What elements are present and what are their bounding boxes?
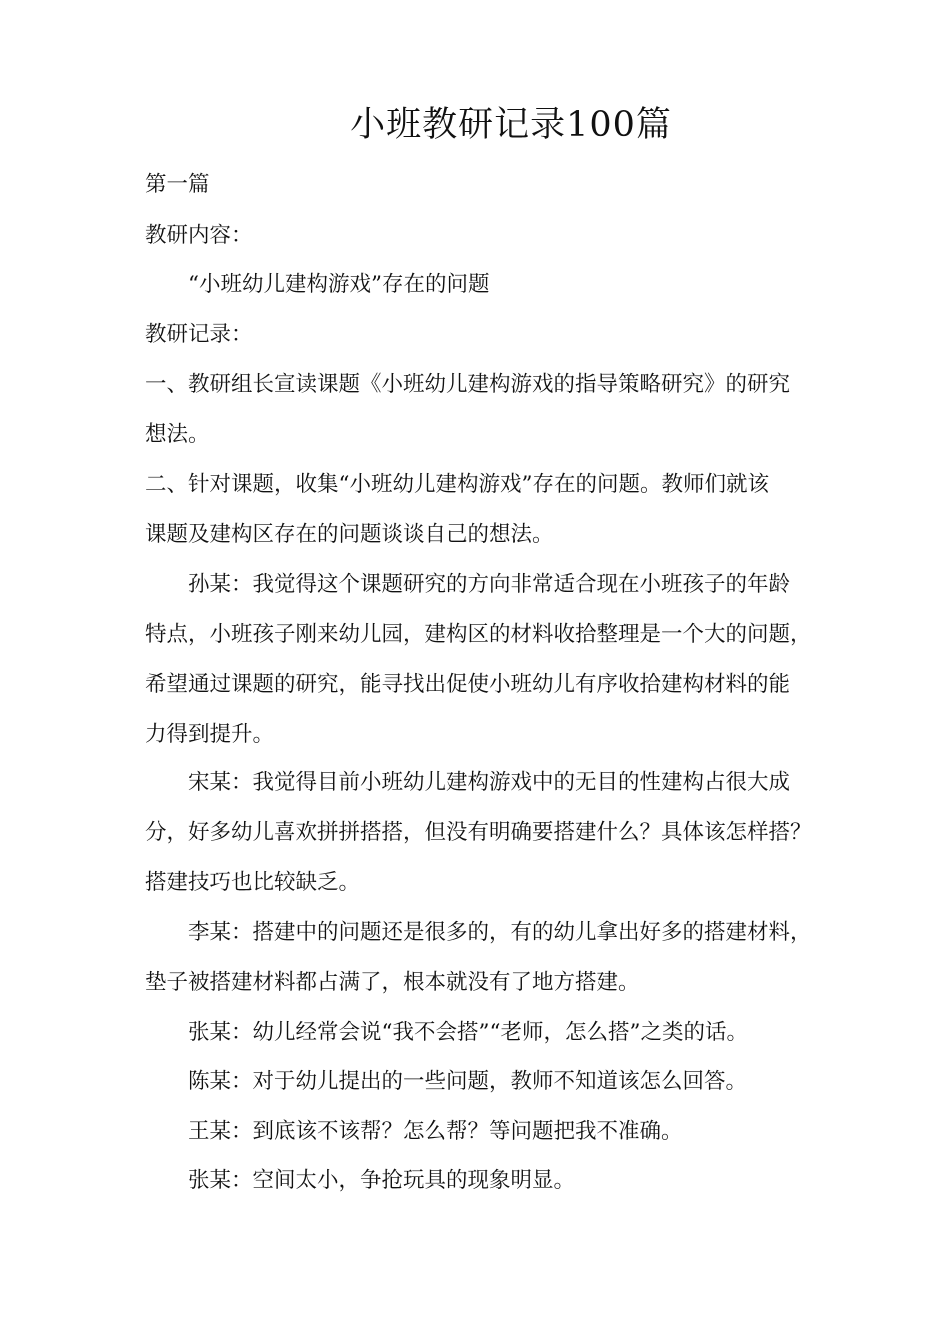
- paragraph-line: 希望通过课题的研究，能寻找出促使小班幼儿有序收拾建构材料的能: [145, 672, 791, 697]
- research-content-label: 教研内容：: [145, 223, 253, 248]
- paragraph-line: 特点，小班孩子刚来幼儿园，建构区的材料收拾整理是一个大的问题，: [145, 622, 812, 647]
- paragraph-line: 孙某：我觉得这个课题研究的方向非常适合现在小班孩子的年龄: [188, 572, 791, 597]
- paragraph-line: 想法。: [145, 422, 210, 447]
- research-record-label: 教研记录：: [145, 322, 253, 347]
- research-topic: “小班幼儿建构游戏”存在的问题: [188, 272, 490, 297]
- paragraph-line: 课题及建构区存在的问题谈谈自己的想法。: [145, 522, 554, 547]
- paragraph-line: 陈某：对于幼儿提出的一些问题，教师不知道该怎么回答。: [188, 1069, 748, 1094]
- document-title: 小班教研记录100篇: [350, 105, 672, 145]
- paragraph-line: 李某：搭建中的问题还是很多的，有的幼儿拿出好多的搭建材料，: [188, 920, 812, 945]
- paragraph-line: 张某：空间太小，争抢玩具的现象明显。: [188, 1168, 576, 1193]
- paragraph-line: 力得到提升。: [145, 722, 275, 747]
- paragraph-line: 搭建技巧也比较缺乏。: [145, 870, 361, 895]
- paragraph-line: 二、针对课题，收集“小班幼儿建构游戏”存在的问题。教师们就该: [145, 472, 769, 497]
- paragraph-line: 一、教研组长宣读课题《小班幼儿建构游戏的指导策略研究》的研究: [145, 372, 791, 397]
- paragraph-line: 王某：到底该不该帮？怎么帮？等问题把我不准确。: [188, 1119, 683, 1144]
- paragraph-line: 垫子被搭建材料都占满了，根本就没有了地方搭建。: [145, 970, 640, 995]
- paragraph-line: 宋某：我觉得目前小班幼儿建构游戏中的无目的性建构占很大成: [188, 770, 791, 795]
- paragraph-line: 分，好多幼儿喜欢拼拼搭搭，但没有明确要搭建什么？具体该怎样搭？: [145, 820, 812, 845]
- paragraph-line: 张某：幼儿经常会说“我不会搭”“老师，怎么搭”之类的话。: [188, 1020, 748, 1045]
- section-heading: 第一篇: [145, 172, 210, 197]
